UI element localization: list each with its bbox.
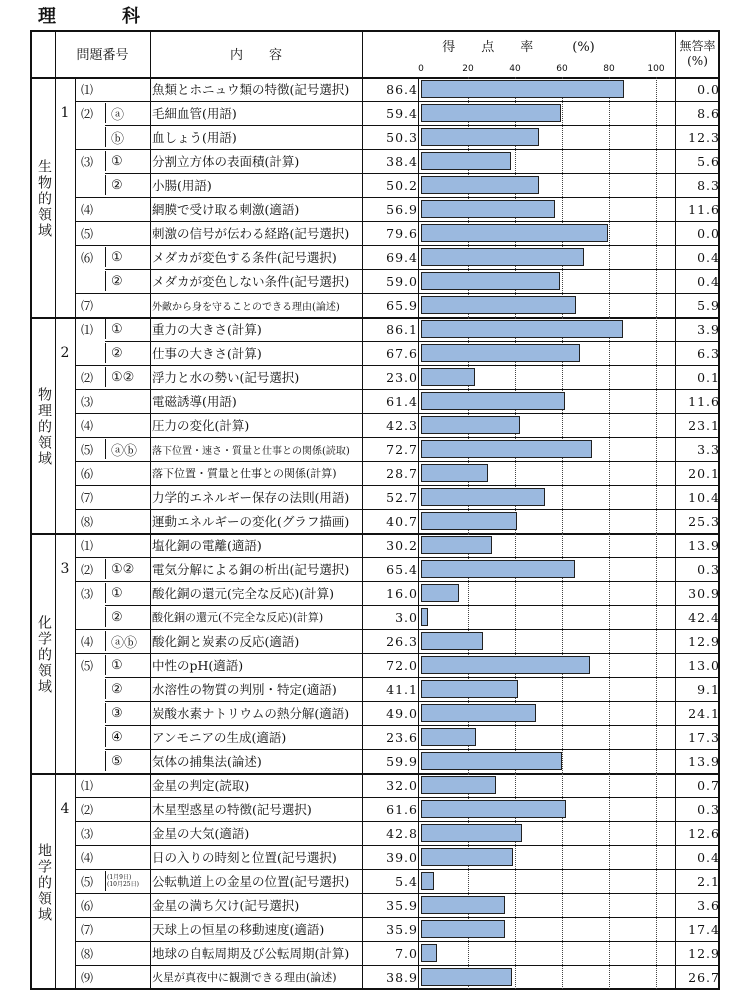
question-number: ⑶ (81, 394, 94, 409)
no-answer-value: 0.3 (697, 561, 720, 577)
column-divider (105, 631, 106, 651)
score-bar (421, 128, 539, 146)
score-rate-value: 50.2 (386, 177, 418, 193)
score-rate-value: 3.0 (395, 609, 418, 625)
gridline (609, 317, 610, 533)
axis-tick-label: 20 (462, 64, 474, 74)
question-number: ⑵ (81, 106, 94, 121)
question-content: 炭酸水素ナトリウムの熱分解(適語) (152, 706, 350, 721)
score-rate-value: 65.9 (386, 297, 418, 313)
question-content: 地球の自転周期及び公転周期(計算) (152, 946, 350, 961)
sub-question: ⓐ (111, 107, 125, 123)
no-answer-value: 23.1 (688, 417, 720, 433)
section-number: 3 (60, 561, 70, 577)
no-answer-value: 0.1 (697, 369, 720, 385)
question-content: 網膜で受け取る刺激(適語) (152, 202, 300, 217)
score-rate-value: 86.4 (386, 81, 418, 97)
score-bar (421, 848, 513, 866)
score-bar (421, 536, 492, 554)
domain-label: 地学的領域 (36, 843, 52, 923)
question-content: 天球上の恒星の移動速度(適語) (152, 922, 325, 937)
column-divider (55, 30, 56, 990)
column-divider (105, 343, 106, 363)
score-rate-value: 42.8 (386, 825, 418, 841)
question-content: 圧力の変化(計算) (152, 418, 250, 433)
score-rate-value: 39.0 (386, 849, 418, 865)
sub-question: ① (111, 321, 123, 337)
question-number: ⑶ (81, 826, 94, 841)
question-content: 公転軌道上の金星の位置(記号選択) (152, 874, 350, 889)
no-answer-value: 26.7 (688, 969, 720, 985)
question-number: ⑹ (81, 898, 94, 913)
score-bar (421, 224, 608, 242)
score-rate-value: 86.1 (386, 321, 418, 337)
question-number: ⑹ (81, 250, 94, 265)
no-answer-value: 13.9 (688, 537, 720, 553)
no-answer-value: 5.6 (697, 153, 720, 169)
question-content: メダカが変色する条件(記号選択) (152, 250, 337, 265)
question-number: ⑴ (81, 82, 94, 97)
question-content: 酸化銅の還元(不完全な反応)(計算) (152, 611, 324, 624)
question-content: 毛細血管(用語) (152, 106, 237, 121)
axis-tick-label: 80 (603, 64, 615, 74)
sub-question: ② (111, 609, 123, 625)
column-divider (105, 679, 106, 699)
score-rate-value: 65.4 (386, 561, 418, 577)
column-divider (105, 703, 106, 723)
question-number: ⑴ (81, 322, 94, 337)
score-rate-value: 59.4 (386, 105, 418, 121)
score-bar (421, 200, 555, 218)
header-no-answer: 無答率 (%) (679, 38, 716, 68)
no-answer-value: 0.3 (697, 801, 720, 817)
score-rate-value: 16.0 (386, 585, 418, 601)
question-number: ⑸ (81, 874, 94, 889)
question-content: 落下位置・質量と仕事との関係(計算) (152, 467, 337, 480)
score-rate-value: 7.0 (395, 945, 418, 961)
domain-label: 物理的領域 (36, 387, 52, 467)
no-answer-value: 10.4 (688, 489, 720, 505)
question-content: 外敵から身を守ることのできる理由(論述) (152, 301, 340, 313)
column-divider (105, 655, 106, 675)
question-content: 刺激の信号が伝わる経路(記号選択) (152, 226, 350, 241)
score-bar (421, 704, 536, 722)
question-number: ⑺ (81, 490, 94, 505)
question-content: 水溶性の物質の判別・特定(適語) (152, 682, 337, 697)
question-number: ⑶ (81, 154, 94, 169)
question-content: 金星の大気(適語) (152, 826, 250, 841)
score-bar (421, 320, 623, 338)
sub-question: (1月9日) (10月25日) (107, 874, 139, 888)
no-answer-value: 20.1 (688, 465, 720, 481)
sub-question: ③ (111, 705, 123, 721)
score-rate-value: 79.6 (386, 225, 418, 241)
score-bar (421, 272, 560, 290)
score-bar (421, 920, 505, 938)
sub-question: ⓐⓑ (111, 443, 138, 459)
score-bar (421, 728, 476, 746)
score-rate-value: 67.6 (386, 345, 418, 361)
question-content: 仕事の大きさ(計算) (152, 346, 262, 361)
question-content: 力学的エネルギー保存の法則(用語) (152, 490, 350, 505)
score-bar (421, 368, 475, 386)
score-rate-value: 32.0 (386, 777, 418, 793)
question-content: 浮力と水の勢い(記号選択) (152, 370, 300, 385)
sub-question: ①② (111, 369, 135, 385)
gridline (656, 773, 657, 989)
domain-label: 生物的領域 (36, 159, 52, 239)
question-content: 塩化銅の電離(適語) (152, 538, 262, 553)
no-answer-value: 3.6 (697, 897, 720, 913)
header-score-rate: 得 点 率 (%) (442, 39, 595, 55)
score-bar (421, 416, 520, 434)
score-bar (421, 608, 428, 626)
column-divider (105, 439, 106, 459)
no-answer-value: 17.4 (688, 921, 720, 937)
no-answer-value: 24.1 (688, 705, 720, 721)
sub-question: ② (111, 345, 123, 361)
score-rate-value: 41.1 (386, 681, 418, 697)
column-divider (105, 607, 106, 627)
score-bar (421, 560, 575, 578)
question-number: ⑵ (81, 370, 94, 385)
no-answer-value: 42.4 (688, 609, 720, 625)
axis-tick-label: 100 (647, 64, 665, 74)
score-rate-value: 23.6 (386, 729, 418, 745)
axis-tick-label: 40 (509, 64, 521, 74)
column-divider (105, 127, 106, 147)
no-answer-value: 8.3 (697, 177, 720, 193)
no-answer-value: 11.6 (688, 201, 720, 217)
score-rate-value: 59.9 (386, 753, 418, 769)
page-title: 理 科 (38, 6, 164, 27)
column-divider (105, 583, 106, 603)
question-content: 酸化銅と炭素の反応(適語) (152, 634, 300, 649)
no-answer-value: 0.0 (697, 225, 720, 241)
axis-tick-label: 0 (418, 64, 424, 74)
no-answer-value: 0.4 (697, 249, 720, 265)
question-content: メダカが変色しない条件(記号選択) (152, 274, 350, 289)
no-answer-value: 0.0 (697, 81, 720, 97)
header-question-no: 問題番号 (76, 48, 129, 63)
score-bar (421, 824, 522, 842)
question-content: 電磁誘導(用語) (152, 394, 237, 409)
score-bar (421, 632, 483, 650)
question-content: 小腸(用語) (152, 178, 212, 193)
column-divider (105, 367, 106, 387)
question-content: 重力の大きさ(計算) (152, 322, 262, 337)
score-bar (421, 776, 496, 794)
score-rate-value: 61.4 (386, 393, 418, 409)
sub-question: ① (111, 249, 123, 265)
score-rate-value: 61.6 (386, 801, 418, 817)
question-number: ⑷ (81, 850, 94, 865)
column-divider (105, 175, 106, 195)
column-divider (105, 751, 106, 771)
score-rate-value: 56.9 (386, 201, 418, 217)
column-divider (105, 559, 106, 579)
no-answer-value: 30.9 (688, 585, 720, 601)
question-content: 金星の満ち欠け(記号選択) (152, 898, 300, 913)
question-number: ⑼ (81, 970, 94, 985)
score-rate-value: 69.4 (386, 249, 418, 265)
question-number: ⑴ (81, 538, 94, 553)
question-number: ⑵ (81, 802, 94, 817)
column-divider (105, 151, 106, 171)
score-bar (421, 152, 511, 170)
domain-label: 化学的領域 (36, 615, 52, 695)
question-number: ⑴ (81, 778, 94, 793)
score-rate-value: 72.0 (386, 657, 418, 673)
score-bar (421, 296, 576, 314)
score-rate-value: 28.7 (386, 465, 418, 481)
sub-question: ④ (111, 729, 123, 745)
sub-question: ① (111, 657, 123, 673)
score-rate-value: 49.0 (386, 705, 418, 721)
score-bar (421, 440, 592, 458)
question-number: ⑷ (81, 634, 94, 649)
no-answer-value: 9.1 (697, 681, 720, 697)
question-number: ⑸ (81, 226, 94, 241)
score-rate-value: 5.4 (395, 873, 418, 889)
no-answer-value: 17.3 (688, 729, 720, 745)
section-number: 4 (60, 801, 70, 817)
score-rate-value: 40.7 (386, 513, 418, 529)
score-bar (421, 584, 459, 602)
score-bar (421, 656, 590, 674)
question-number: ⑶ (81, 586, 94, 601)
no-answer-value: 5.9 (697, 297, 720, 313)
question-content: 落下位置・速さ・質量と仕事との関係(読取) (152, 445, 350, 457)
score-bar (421, 896, 505, 914)
sub-question: ② (111, 681, 123, 697)
score-bar (421, 512, 517, 530)
no-answer-value: 3.3 (697, 441, 720, 457)
no-answer-value: 3.9 (697, 321, 720, 337)
sub-question: ⓐⓑ (111, 635, 138, 651)
question-number: ⑻ (81, 946, 94, 961)
no-answer-value: 25.3 (688, 513, 720, 529)
sub-question: ② (111, 273, 123, 289)
no-answer-value: 13.9 (688, 753, 720, 769)
section-number: 1 (60, 105, 70, 121)
gridline (656, 317, 657, 533)
question-number: ⑺ (81, 922, 94, 937)
question-number: ⑻ (81, 514, 94, 529)
no-answer-value: 8.6 (697, 105, 720, 121)
question-content: 血しょう(用語) (152, 130, 237, 145)
question-number: ⑺ (81, 298, 94, 313)
question-content: 木星型惑星の特徴(記号選択) (152, 802, 312, 817)
question-content: アンモニアの生成(適語) (152, 730, 287, 745)
header-content: 内 容 (229, 48, 282, 63)
score-bar (421, 944, 437, 962)
question-number: ⑸ (81, 658, 94, 673)
no-answer-value: 0.7 (697, 777, 720, 793)
sub-question: ② (111, 177, 123, 193)
no-answer-value: 12.3 (688, 129, 720, 145)
question-content: 酸化銅の還元(完全な反応)(計算) (152, 586, 335, 601)
column-divider (105, 271, 106, 291)
question-content: 気体の捕集法(論述) (152, 754, 262, 769)
question-content: 日の入りの時刻と位置(記号選択) (152, 850, 337, 865)
question-content: 運動エネルギーの変化(グラフ描画) (152, 514, 350, 529)
score-bar (421, 104, 561, 122)
sub-question: ⑤ (111, 753, 123, 769)
no-answer-value: 0.4 (697, 273, 720, 289)
question-number: ⑸ (81, 442, 94, 457)
no-answer-value: 0.4 (697, 849, 720, 865)
score-bar (421, 344, 580, 362)
score-rate-value: 23.0 (386, 369, 418, 385)
score-bar (421, 80, 624, 98)
question-number: ⑷ (81, 418, 94, 433)
section-number: 2 (60, 345, 70, 361)
column-divider (105, 727, 106, 747)
no-answer-value: 12.9 (688, 633, 720, 649)
question-content: 火星が真夜中に観測できる理由(論述) (152, 971, 337, 984)
score-rate-value: 30.2 (386, 537, 418, 553)
score-bar (421, 800, 566, 818)
score-rate-value: 35.9 (386, 921, 418, 937)
score-bar (421, 176, 539, 194)
score-rate-value: 42.3 (386, 417, 418, 433)
question-number: ⑵ (81, 562, 94, 577)
score-rate-value: 38.4 (386, 153, 418, 169)
column-divider (105, 103, 106, 123)
score-rate-value: 35.9 (386, 897, 418, 913)
no-answer-value: 13.0 (688, 657, 720, 673)
gridline (609, 773, 610, 989)
column-divider (105, 247, 106, 267)
axis-tick-label: 60 (556, 64, 568, 74)
no-answer-value: 12.9 (688, 945, 720, 961)
score-rate-value: 38.9 (386, 969, 418, 985)
sub-question: ① (111, 585, 123, 601)
column-divider (105, 319, 106, 339)
no-answer-value: 12.6 (688, 825, 720, 841)
question-content: 分割立方体の表面積(計算) (152, 154, 300, 169)
score-bar (421, 872, 434, 890)
score-bar (421, 392, 565, 410)
score-rate-value: 59.0 (386, 273, 418, 289)
no-answer-value: 2.1 (697, 873, 720, 889)
score-bar (421, 968, 512, 986)
score-rate-value: 50.3 (386, 129, 418, 145)
question-content: 魚類とホニュウ類の特徴(記号選択) (152, 82, 350, 97)
score-bar (421, 464, 488, 482)
question-number: ⑷ (81, 202, 94, 217)
column-divider (105, 871, 106, 891)
score-rate-value: 26.3 (386, 633, 418, 649)
no-answer-value: 11.6 (688, 393, 720, 409)
sub-question: ①② (111, 561, 135, 577)
score-rate-value: 52.7 (386, 489, 418, 505)
score-bar (421, 488, 545, 506)
no-answer-value: 6.3 (697, 345, 720, 361)
question-number: ⑹ (81, 466, 94, 481)
score-rate-value: 72.7 (386, 441, 418, 457)
score-bar (421, 248, 584, 266)
sub-question: ① (111, 153, 123, 169)
question-content: 電気分解による銅の析出(記号選択) (152, 562, 350, 577)
results-table (30, 30, 720, 990)
sub-question: ⓑ (111, 131, 125, 147)
question-content: 中性のpH(適語) (152, 658, 244, 673)
question-content: 金星の判定(読取) (152, 778, 250, 793)
score-bar (421, 680, 518, 698)
score-bar (421, 752, 562, 770)
